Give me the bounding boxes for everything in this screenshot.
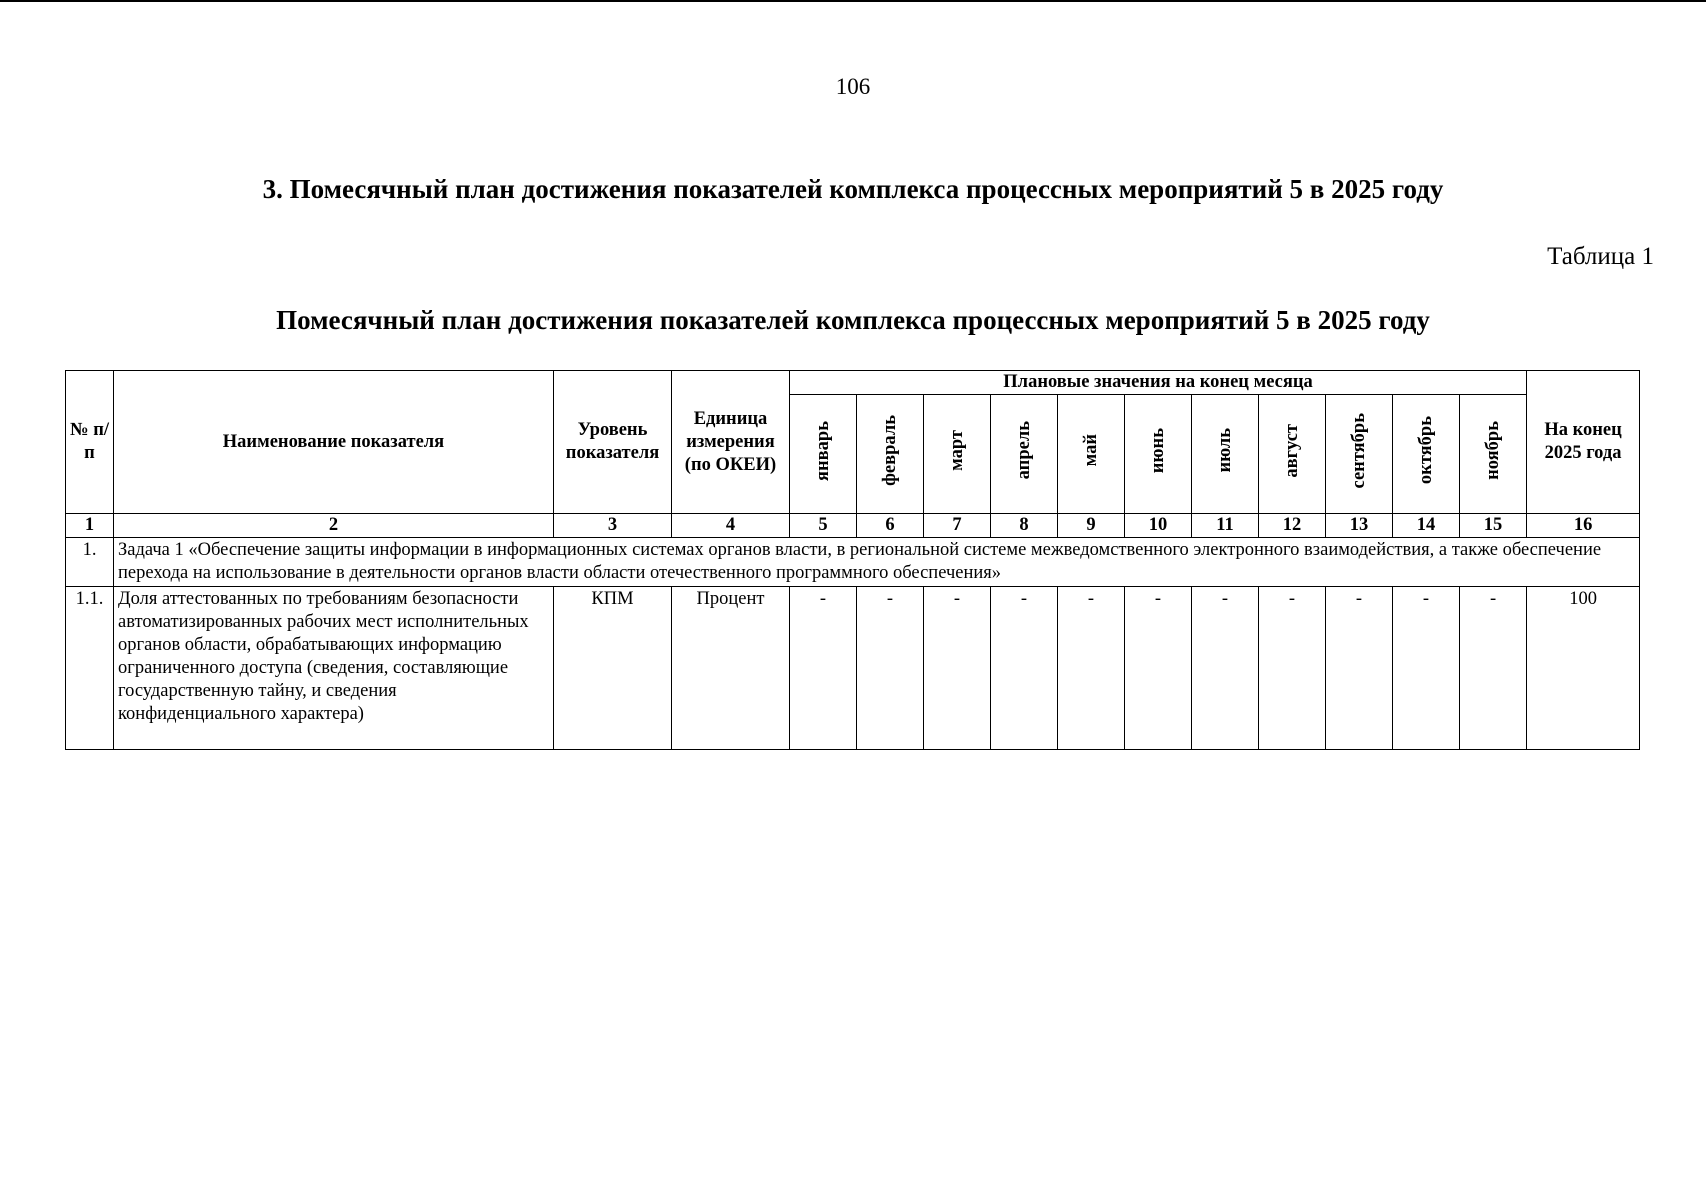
column-number: 3 (554, 514, 672, 538)
month-value: - (924, 587, 991, 750)
column-number: 1 (66, 514, 114, 538)
month-label: ноябрь (1482, 421, 1503, 480)
task-text: Задача 1 «Обеспечение защиты информации в информационных системах органов власти, в региональной системе межведомственного электронного взаимодействия, а также обеспечение перехода на использование в деятельности органов власти области отечественного программного обеспечения» (114, 538, 1640, 587)
month-label: май (1080, 434, 1101, 467)
column-number: 4 (672, 514, 790, 538)
month-value: - (857, 587, 924, 750)
header-month (1393, 395, 1460, 514)
plan-table (65, 370, 1640, 750)
month-value: - (1393, 587, 1460, 750)
end-year-value: 100 (1527, 587, 1640, 750)
header-month (1259, 395, 1326, 514)
header-month (790, 395, 857, 514)
column-number: 8 (991, 514, 1058, 538)
month-label: сентябрь (1348, 412, 1369, 489)
column-number: 9 (1058, 514, 1125, 538)
header-month (857, 395, 924, 514)
column-number: 13 (1326, 514, 1393, 538)
header-month (991, 395, 1058, 514)
table-label: Таблица 1 (1547, 243, 1654, 270)
header-month (1460, 395, 1527, 514)
column-number: 15 (1460, 514, 1527, 538)
indicator-level: КПМ (554, 587, 672, 750)
month-label: октябрь (1415, 416, 1436, 485)
column-number: 11 (1192, 514, 1259, 538)
header-unit: Единица измерения (по ОКЕИ) (672, 371, 790, 514)
indicator-unit: Процент (672, 587, 790, 750)
column-number: 6 (857, 514, 924, 538)
column-number: 7 (924, 514, 991, 538)
row-num: 1.1. (66, 587, 114, 750)
table-row (66, 587, 1640, 750)
header-level: Уровень показателя (554, 371, 672, 514)
column-number: 16 (1527, 514, 1640, 538)
header-name: Наименование показателя (114, 371, 554, 514)
month-label: февраль (879, 415, 900, 486)
month-value: - (1125, 587, 1192, 750)
month-value: - (1326, 587, 1393, 750)
table-title: Помесячный план достижения показателей комплекса процессных мероприятий 5 в 2025 году (276, 305, 1430, 335)
month-value: - (1192, 587, 1259, 750)
header-planned-group: Плановые значения на конец месяца (790, 371, 1527, 395)
month-label: март (946, 430, 967, 471)
month-value: - (991, 587, 1058, 750)
month-value: - (1259, 587, 1326, 750)
month-label: июль (1214, 428, 1235, 473)
header-month (1125, 395, 1192, 514)
header-month (1326, 395, 1393, 514)
header-month (1058, 395, 1125, 514)
month-label: январь (812, 420, 833, 481)
month-value: - (1058, 587, 1125, 750)
top-rule (0, 0, 1706, 2)
month-label: июнь (1147, 427, 1168, 474)
header-month (924, 395, 991, 514)
column-number: 10 (1125, 514, 1192, 538)
month-label: август (1281, 423, 1302, 478)
header-end-year: На конец 2025 года (1527, 371, 1640, 514)
header-num: № п/п (66, 371, 114, 514)
column-number-row (66, 514, 1640, 538)
task-num: 1. (66, 538, 114, 587)
column-number: 2 (114, 514, 554, 538)
task-row (66, 538, 1640, 587)
column-number: 14 (1393, 514, 1460, 538)
indicator-name: Доля аттестованных по требованиям безопасности автоматизированных рабочих мест исполнительных органов области, обрабатывающих информацию ограниченного доступа (сведения, составляющие государственную тайну, и сведения конфиденциального характера) (114, 587, 554, 750)
section-title: 3. Помесячный план достижения показателей комплекса процессных мероприятий 5 в 2025 году (262, 174, 1444, 204)
page-number: 106 (835, 74, 871, 99)
month-label: апрель (1013, 421, 1034, 480)
month-value: - (1460, 587, 1527, 750)
column-number: 5 (790, 514, 857, 538)
header-month (1192, 395, 1259, 514)
column-number: 12 (1259, 514, 1326, 538)
month-value: - (790, 587, 857, 750)
